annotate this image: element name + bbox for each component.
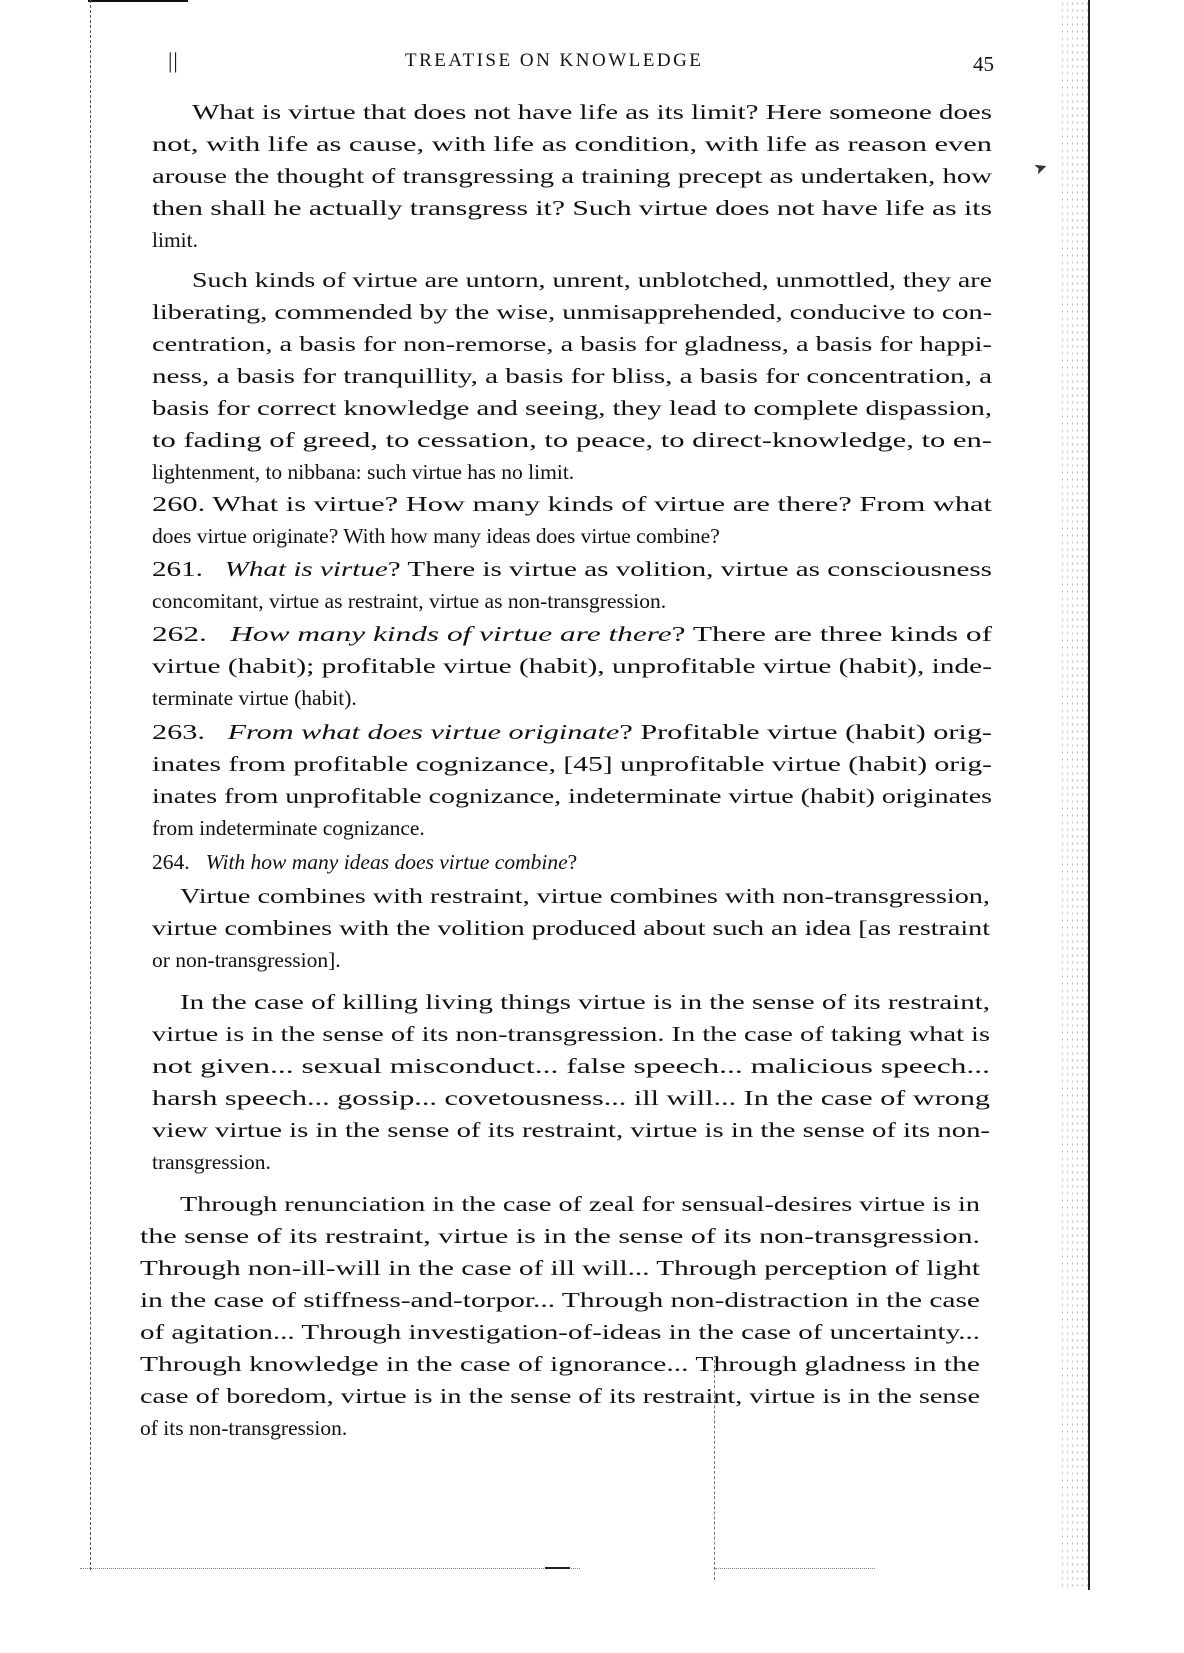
question-italic: From what does virtue originate — [227, 720, 620, 744]
running-head — [0, 48, 1184, 78]
text-line: harsh speech... gossip... covetousness... ill will... In the case of wrong — [152, 1086, 990, 1110]
text-line: liberating, commended by the wise, unmisapprehended, conducive to con- — [152, 300, 992, 324]
paragraph-number: 263. — [152, 720, 228, 744]
paragraph-number: 262. — [152, 622, 231, 646]
scan-frame-right — [1088, 0, 1090, 1590]
text-line: virtue is in the sense of its non-transgression. In the case of taking what is — [152, 1022, 990, 1046]
question-italic: What is virtue — [224, 557, 388, 581]
text-line: Virtue combines with restraint, virtue combines with non-transgression, — [180, 884, 990, 908]
running-head-title: TREATISE ON KNOWLEDGE — [405, 50, 704, 71]
text-line: virtue (habit); profitable virtue (habit), unprofitable virtue (habit), inde- — [152, 654, 992, 678]
paragraph-number: 264. — [152, 850, 206, 874]
text-line: terminate virtue (habit). — [152, 686, 357, 710]
text-line: inates from unprofitable cognizance, indeterminate virtue (habit) originates — [152, 784, 992, 808]
scan-bottom-mark — [545, 1567, 570, 1569]
margin-pencil-mark-icon: ➤ — [1031, 158, 1051, 179]
section-mark: || — [168, 48, 179, 73]
text-line: the sense of its restraint, virtue is in the sense of its non-transgression. — [140, 1224, 980, 1248]
text-line: of its non-transgression. — [140, 1416, 348, 1440]
text-line: What is virtue that does not have life as its limit? Here someone does — [192, 100, 992, 124]
text-line — [152, 720, 992, 745]
text-line: Such kinds of virtue are untorn, unrent, unblotched, unmottled, they are — [192, 268, 992, 292]
answer-text: ? — [567, 850, 578, 874]
question-italic: How many kinds of virtue are there — [230, 622, 672, 646]
text-line: concomitant, virtue as restraint, virtue as non-transgression. — [152, 589, 667, 613]
answer-text: ? There are three kinds of — [671, 622, 992, 646]
text-line: of agitation... Through investigation-of-ideas in the case of uncertainty... — [140, 1320, 980, 1344]
scan-edge-noise — [1060, 0, 1088, 1590]
scan-frame-top — [88, 0, 188, 2]
text-line: centration, a basis for non-remorse, a basis for gladness, a basis for happi- — [152, 332, 992, 356]
text-line: does virtue originate? With how many ideas does virtue combine? — [152, 524, 720, 548]
text-line: limit. — [152, 228, 198, 252]
text-line: from indeterminate cognizance. — [152, 816, 425, 840]
scan-frame-left — [90, 0, 92, 1570]
text-line: to fading of greed, to cessation, to peace, to direct-knowledge, to en- — [152, 428, 993, 452]
text-line: in the case of stiffness-and-torpor... Through non-distraction in the case — [140, 1288, 980, 1312]
text-line — [152, 622, 992, 647]
text-line: basis for correct knowledge and seeing, they lead to complete dispassion, — [152, 396, 992, 420]
text-line: virtue combines with the volition produced about such an idea [as restraint — [152, 916, 990, 940]
text-line: transgression. — [152, 1150, 271, 1174]
text-line: Through renunciation in the case of zeal for sensual-desires virtue is in — [180, 1192, 980, 1216]
text-line: Through knowledge in the case of ignorance... Through gladness in the — [140, 1352, 980, 1376]
question-italic: With how many ideas does virtue combine — [205, 850, 568, 874]
text-line: ness, a basis for tranquillity, a basis for bliss, a basis for concentration, a — [152, 364, 992, 388]
text-line: or non-transgression]. — [152, 948, 341, 972]
text-line — [152, 850, 577, 875]
text-line — [152, 557, 992, 582]
paragraph-number: 261. — [152, 557, 225, 581]
page-number: 45 — [973, 52, 994, 76]
text-line: not, with life as cause, with life as condition, with life as reason even — [152, 132, 992, 156]
text-line: inates from profitable cognizance, [45] unprofitable virtue (habit) orig- — [152, 752, 992, 776]
text-line: lightenment, to nibbana: such virtue has no limit. — [152, 460, 575, 484]
text-line: not given... sexual misconduct... false speech... malicious speech... — [152, 1054, 990, 1078]
answer-text: ? Profitable virtue (habit) orig- — [619, 720, 992, 744]
text-line: 260. What is virtue? How many kinds of virtue are there? From what — [152, 492, 992, 516]
answer-text: ? There is virtue as volition, virtue as consciousness — [387, 557, 992, 581]
text-line: In the case of killing living things virtue is in the sense of its restraint, — [180, 990, 990, 1014]
text-line: arouse the thought of transgressing a training precept as undertaken, how — [152, 164, 992, 188]
text-line: view virtue is in the sense of its restraint, virtue is in the sense of its non- — [152, 1118, 990, 1142]
scan-bottom-edge-right — [715, 1568, 875, 1569]
text-line: Through non-ill-will in the case of ill will... Through perception of light — [140, 1256, 980, 1280]
text-line: case of boredom, virtue is in the sense of its restraint, virtue is in the sense — [140, 1384, 980, 1408]
scan-bottom-edge — [80, 1568, 580, 1569]
text-line: then shall he actually transgress it? Such virtue does not have life as its — [152, 196, 992, 220]
